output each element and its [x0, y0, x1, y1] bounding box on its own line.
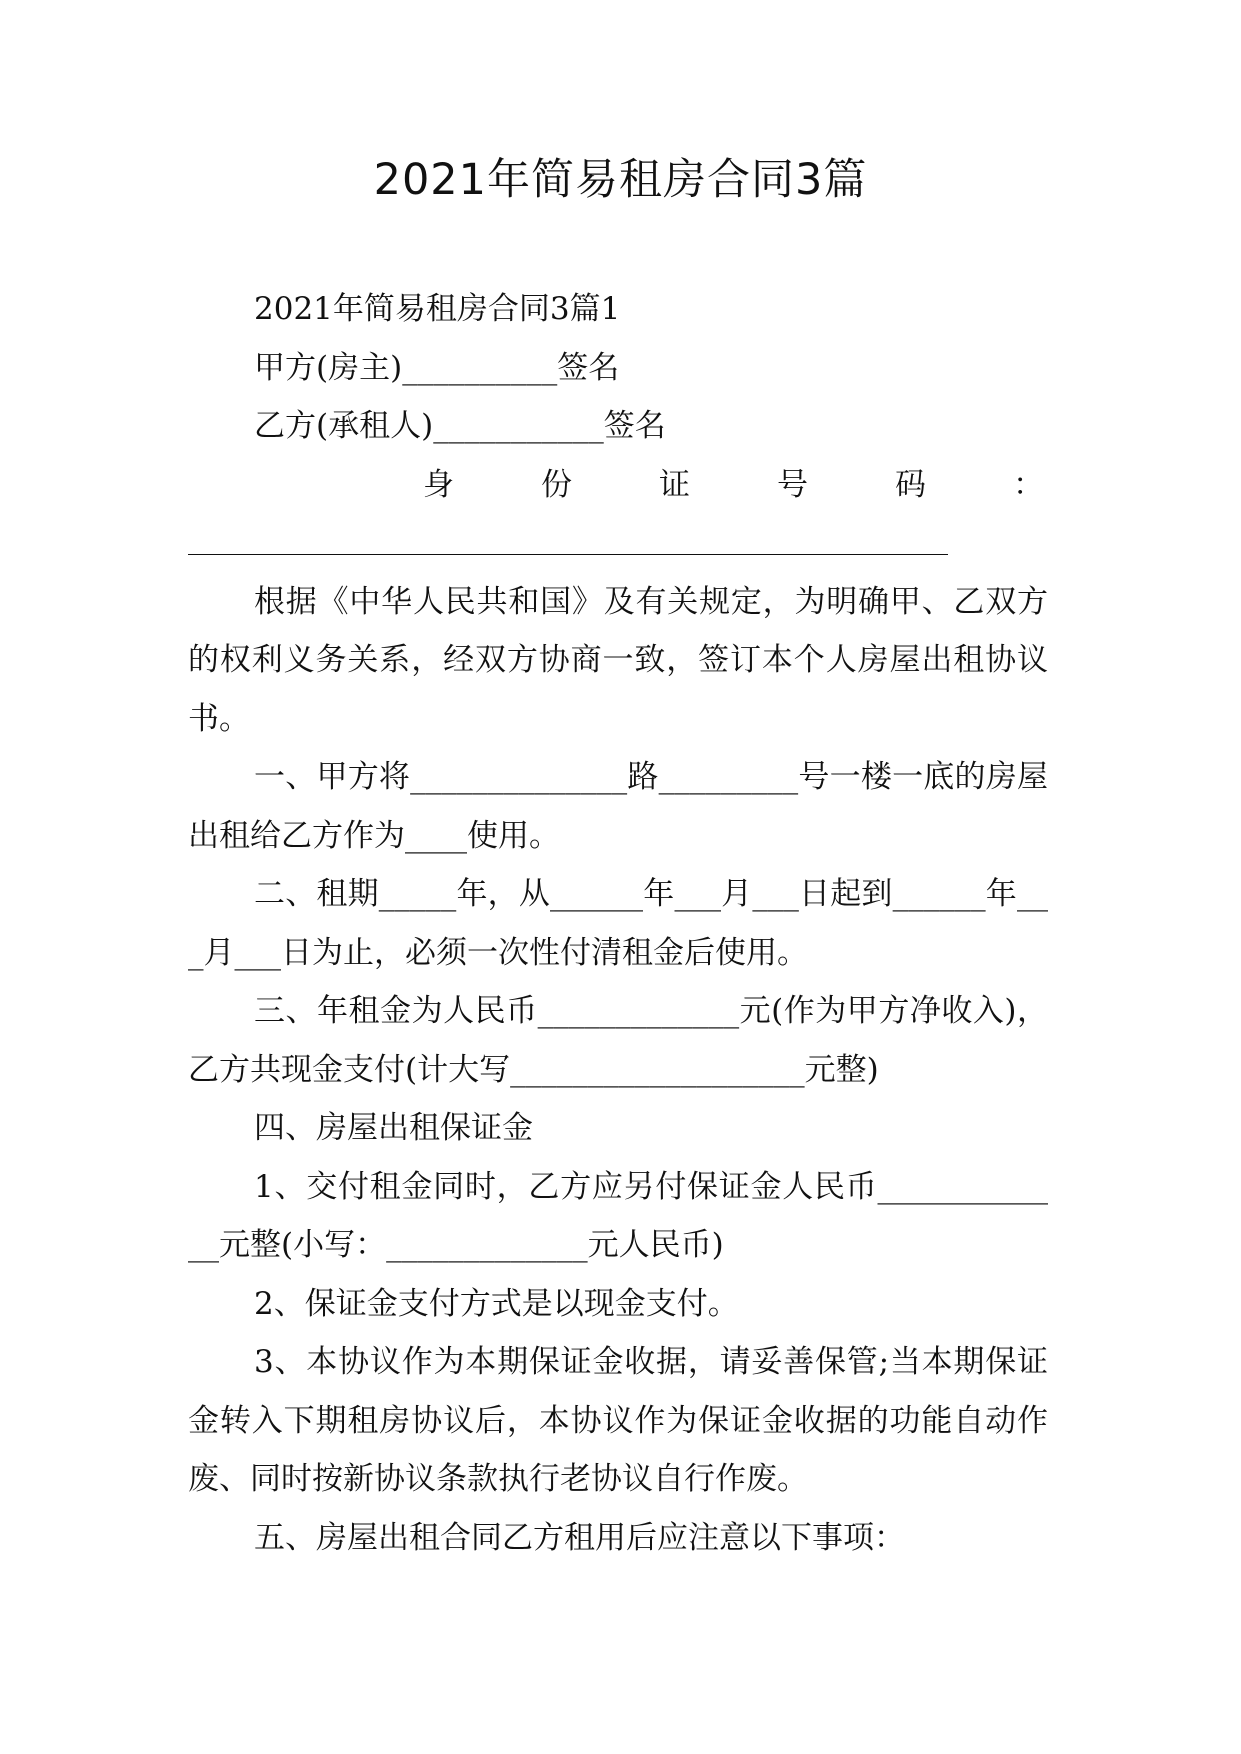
clause-4-item-2: 2、保证金支付方式是以现金支付。: [254, 1285, 739, 1322]
clause-1-paragraph: 一、甲方将______________路_________号一楼一底的房屋出租给乙方作为____使用。: [188, 759, 1048, 854]
preamble-paragraph: 根据《中华人民共和国》及有关规定，为明确甲、乙双方的权利义务关系，经双方协商一致，签订本个人房屋出租协议书。: [188, 583, 1048, 737]
id-label-char: 身: [423, 466, 454, 503]
tenant-signature-line: 乙方(承租人)___________签名: [254, 408, 666, 444]
clause-5-heading: 五、房屋出租合同乙方租用后应注意以下事项：: [254, 1519, 905, 1556]
clause-4-heading: 四、房屋出租保证金: [254, 1110, 533, 1146]
id-label-char: 份: [541, 466, 572, 503]
section-heading: 2021年简易租房合同3篇1: [254, 291, 621, 327]
clause-4-item-3: 3、本协议作为本期保证金收据，请妥善保管;当本期保证金转入下期租房协议后，本协议作为保证金收据的功能自动作废、同时按新协议条款执行老协议自行作废。: [188, 1344, 1048, 1497]
document-body: [188, 280, 1048, 1567]
clause-3-paragraph: 三、年租金为人民币_____________元(作为甲方净收入)，乙方共现金支付(计大写___________________元整): [188, 993, 1048, 1088]
id-number-blank-line: [188, 514, 948, 573]
id-label-char: 码: [895, 466, 926, 503]
id-label-char: 证: [659, 466, 690, 503]
id-label-char: 号: [777, 466, 808, 503]
id-number-label: [188, 456, 1048, 515]
id-label-char: ：: [1013, 466, 1044, 503]
document-title: 2021年简易租房合同3篇: [373, 155, 868, 205]
clause-2-paragraph: 二、租期_____年，从______年___月___日起到______年___月___日为止，必须一次性付清租金后使用。: [188, 876, 1048, 971]
landlord-signature-line: 甲方(房主)__________签名: [254, 349, 620, 386]
clause-4-item-1: 1、交付租金同时，乙方应另付保证金人民币_____________元整(小写：_____________元人民币): [188, 1168, 1048, 1263]
